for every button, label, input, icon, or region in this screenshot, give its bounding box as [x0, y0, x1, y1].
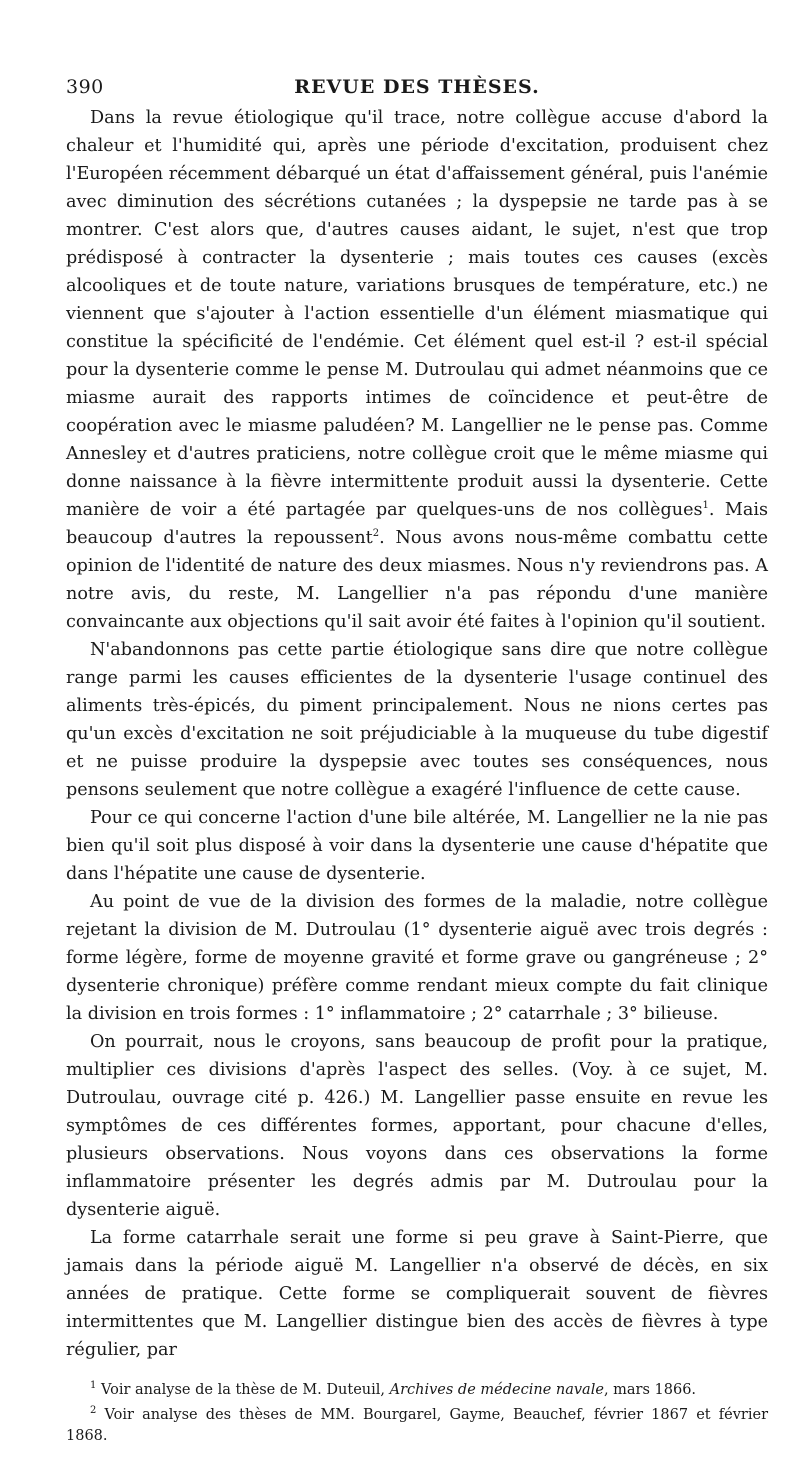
footnote-2: [66, 1405, 768, 1447]
body-text: [66, 104, 768, 1364]
paragraph-1-part-a: Dans la revue étiologique qu'il trace, notre collègue accuse d'abord la chaleur et l'humidité qui, après une période d'excitation, produisent chez l'Européen récemment débarqué un état d'affaissement général, puis l'anémie avec diminution des sécrétions cutanées ; la dyspepsie ne tarde pas à se montrer. C'est alors que, d'autres causes aidant, le sujet, n'est que trop prédisposé à contracter la dysenterie ; mais toutes ces causes (excès alcooliques et de toute nature, variations brusques de température, etc.) ne viennent que s'ajouter à l'action essentielle d'un élément miasmatique qui constitue la spécificité de l'endémie. Cet élément quel est-il ? est-il spécial pour la dysenterie comme le pense M. Dutroulau qui admet néanmoins que ce miasme aurait des rapports intimes de coïncidence et peut-être de coopération avec le miasme paludéen? M. Langellier ne le pense pas. Comme Annesley et d'autres praticiens, notre collègue croit que le même miasme qui donne naissance à la fièvre intermittente produit aussi la dysenterie. Cette manière de voir a été partagée par quelques-uns de nos collègues: [66, 108, 768, 520]
paragraph-1-part-c: . Nous avons nous-même combattu cette opinion de l'identité de nature des deux miasmes. Nous n'y reviendrons pas. A notre avis, du reste, M. Langellier n'a pas répondu d'une manière convaincante aux objections qu'il sait avoir été faites à l'opinion qu'il soutient.: [66, 528, 768, 632]
page-header: [66, 68, 768, 98]
paragraph-1: [66, 104, 768, 636]
running-title: REVUE DES THÈSES.: [294, 76, 540, 98]
footnote-ref-1[interactable]: 1: [702, 500, 709, 512]
paragraph-5: On pourrait, nous le croyons, sans beaucoup de profit pour la pratique, multiplier ces divisions d'après l'aspect des selles. (Voy. à ce sujet, M. Dutroulau, ouvrage cité p. 426.) M. Langellier passe ensuite en revue les symptômes de ces différentes formes, apportant, pour chacune d'elles, plusieurs observations. Nous voyons dans ces observations la forme inflammatoire présenter les degrés admis par M. Dutroulau pour la dysenterie aiguë.: [66, 1032, 768, 1220]
page-number: 390: [66, 76, 104, 98]
footnote-1-text-b: , mars 1866.: [603, 1382, 697, 1398]
footnote-2-text: Voir analyse des thèses de MM. Bourgarel, Gayme, Beauchef, février 1867 et février 1868.: [66, 1407, 768, 1444]
paragraph-6: La forme catarrhale serait une forme si peu grave à Saint-Pierre, que jamais dans la période aiguë M. Langellier n'a observé de décès, en six années de pratique. Cette forme se compliquerait souvent de fièvres intermittentes que M. Langellier distingue bien des accès de fièvres à type régulier, par: [66, 1228, 768, 1360]
paragraph-1-part-b: . Mais beaucoup d'autres la repoussent: [66, 500, 768, 548]
footnote-2-mark: 2: [90, 1405, 97, 1417]
footnote-1-mark: 1: [90, 1380, 97, 1392]
footnote-1-journal: Archives de médecine navale: [389, 1382, 604, 1398]
footnote-1: [66, 1380, 768, 1401]
footnote-1-text-a: Voir analyse de la thèse de M. Duteuil,: [100, 1382, 390, 1398]
paragraph-2: N'abandonnons pas cette partie étiologique sans dire que notre collègue range parmi les causes efficientes de la dysenterie l'usage continuel des aliments très-épicés, du piment principalement. Nous ne nions certes pas qu'un excès d'excitation ne soit préjudiciable à la muqueuse du tube digestif et ne puisse produire la dyspepsie avec toutes ses conséquences, nous pensons seulement que notre collègue a exagéré l'influence de cette cause.: [66, 640, 768, 800]
footnotes: [66, 1380, 768, 1447]
paragraph-3: Pour ce qui concerne l'action d'une bile altérée, M. Langellier ne la nie pas bien qu'il soit plus disposé à voir dans la dysenterie une cause d'hépatite que dans l'hépatite une cause de dysenterie.: [66, 808, 768, 884]
paragraph-4: Au point de vue de la division des formes de la maladie, notre collègue rejetant la division de M. Dutroulau (1° dysenterie aiguë avec trois degrés : forme légère, forme de moyenne gravité et forme grave ou gangréneuse ; 2° dysenterie chronique) préfère comme rendant mieux compte du fait clinique la division en trois formes : 1° inflammatoire ; 2° catarrhale ; 3° bilieuse.: [66, 892, 768, 1024]
footnote-ref-2[interactable]: 2: [372, 528, 380, 540]
